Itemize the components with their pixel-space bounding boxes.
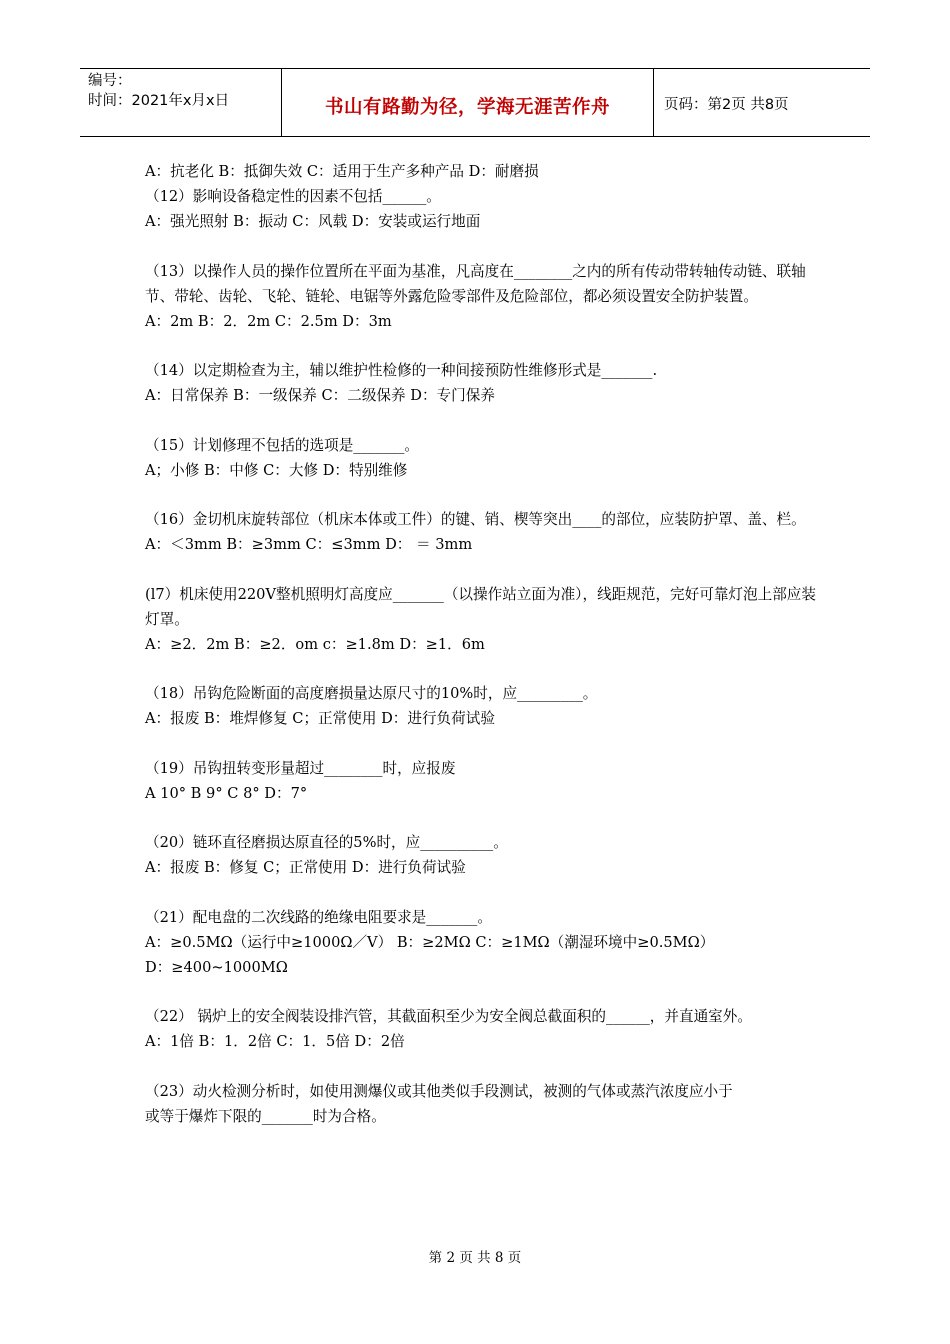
question-stem: （21）配电盘的二次线路的绝缘电阻要求是_______。 xyxy=(145,908,492,926)
question-options: A：强光照射 B：振动 C：风载 D：安装或运行地面 xyxy=(145,213,481,230)
question-block xyxy=(145,358,825,408)
question-stem: (l7）机床使用220V整机照明灯高度应_______（以操作站立面为准），线距规范，完好可靠灯泡上部应装灯罩。 xyxy=(145,585,816,628)
question-stem: （14）以定期检查为主，辅以维护性检修的一种间接预防性维修形式是_______. xyxy=(145,362,658,379)
question-options: A：＜3mm B：≥3mm C：≤3mm D： ＝ 3mm xyxy=(145,536,473,553)
question-block xyxy=(145,756,825,806)
question-options: A：抗老化 B：抵御失效 C：适用于生产多种产品 D：耐磨损 xyxy=(145,163,539,180)
question-block xyxy=(145,681,825,731)
question-options: A：日常保养 B：一级保养 C：二级保养 D：专门保养 xyxy=(145,387,495,404)
question-stem: （22） 锅炉上的安全阀装设排汽管，其截面积至少为安全阀总截面积的______，并直通室外。 xyxy=(145,1008,752,1025)
question-block xyxy=(145,184,825,234)
question-options: A：报废 B：堆焊修复 C；正常使用 D：进行负荷试验 xyxy=(145,710,495,727)
header-page-info: 页码：第2页 共8页 xyxy=(664,97,789,113)
question-options: A：报废 B：修复 C；正常使用 D：进行负荷试验 xyxy=(145,859,466,876)
question-stem: （18）吊钩危险断面的高度磨损量达原尺寸的10%时，应_________。 xyxy=(145,685,598,702)
question-block xyxy=(145,905,825,980)
question-options: D：≥400~1000MΩ xyxy=(145,958,288,976)
question-options: A：≥2．2m B：≥2．om c：≥1.8m D：≥1．6m xyxy=(145,635,485,653)
doc-date: 时间：2021年x月x日 xyxy=(88,93,230,109)
question-options: A 10° B 9° C 8° D：7° xyxy=(145,784,308,802)
question-stem-continued: 或等于爆炸下限的_______时为合格。 xyxy=(145,1107,386,1125)
question-block xyxy=(145,582,825,657)
question-block xyxy=(145,433,825,483)
question-block xyxy=(145,507,825,557)
question-block xyxy=(145,830,825,880)
header-meta xyxy=(80,69,282,136)
question-options: A：≥0.5MΩ（运行中≥1000Ω／V） B：≥2MΩ C：≥1MΩ（潮湿环境中≥0.5MΩ） xyxy=(145,933,715,951)
doc-number-label: 编号： xyxy=(88,73,132,89)
question-options: A：1倍 B：1．2倍 C：1．5倍 D：2倍 xyxy=(145,1033,405,1050)
question-block xyxy=(145,1004,825,1054)
page-footer: 第 2 页 共 8 页 xyxy=(428,1250,522,1266)
question-stem: （20）链环直径磨损达原直径的5%时，应__________。 xyxy=(145,834,508,851)
question-stem: （23）动火检测分析时，如使用测爆仪或其他类似手段测试，被测的气体或蒸汽浓度应小于 xyxy=(145,1082,733,1100)
question-stem: （15）计划修理不包括的选项是_______。 xyxy=(145,436,419,454)
header-motto: 书山有路勤为径，学海无涯苦作舟 xyxy=(282,69,654,136)
question-stem: （13）以操作人员的操作位置所在平面为基准，凡高度在________之内的所有传动带转轴传动链、联轴节、带轮、齿轮、飞轮、链轮、电锯等外露危险零部件及危险部位，都必须设置安全防护装置。 xyxy=(145,262,806,305)
page-header xyxy=(80,68,870,137)
document-body xyxy=(145,159,825,1129)
question-stem: （16）金切机床旋转部位（机床本体或工件）的键、销、楔等突出____的部位，应装防护罩、盖、栏。 xyxy=(145,511,806,528)
question-block xyxy=(145,159,825,184)
question-block xyxy=(145,1079,825,1129)
question-options: A：2m B：2．2m C：2.5m D：3m xyxy=(145,312,392,330)
question-options: A；小修 B：中修 C：大修 D：特别维修 xyxy=(145,461,408,479)
question-stem: （12）影响设备稳定性的因素不包括______。 xyxy=(145,188,441,205)
question-stem: （19）吊钩扭转变形量超过________时，应报废 xyxy=(145,759,456,777)
question-block xyxy=(145,259,825,334)
